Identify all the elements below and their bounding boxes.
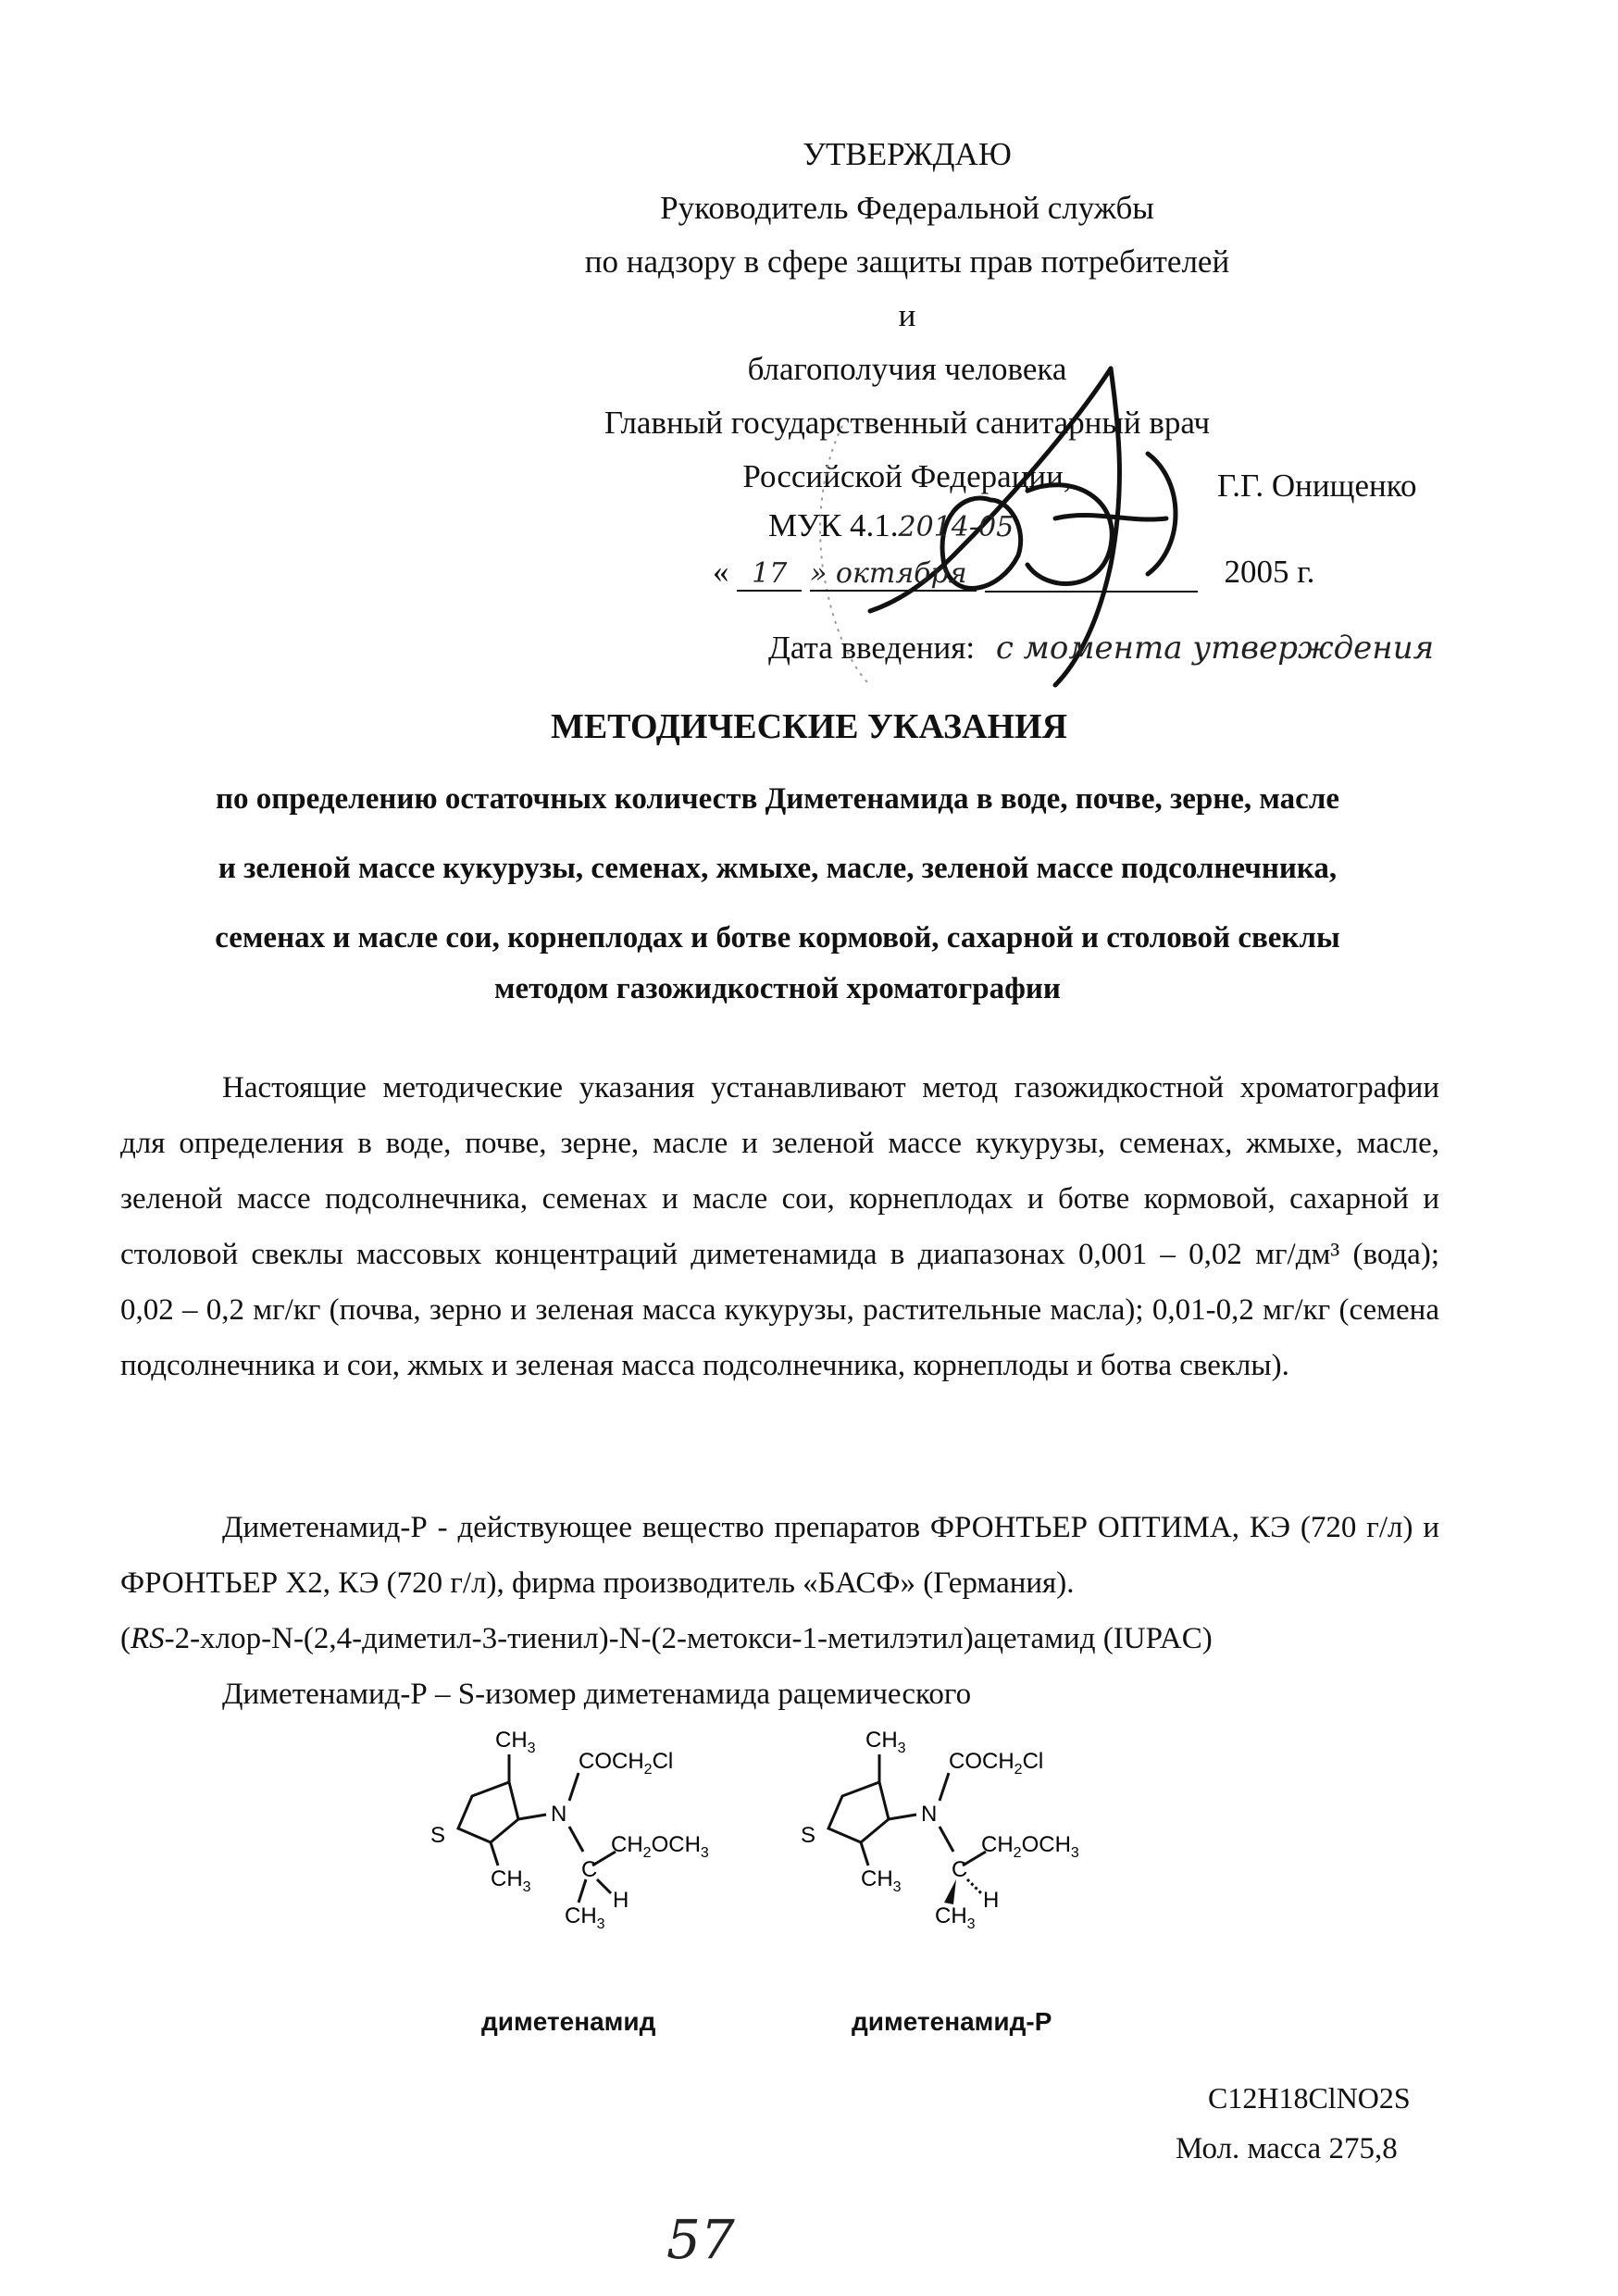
paragraph-isomer: Диметенамид-Р – S-изомер диметенамида рацемического (222, 1678, 972, 1711)
approval-line: благополучия человека (747, 351, 1067, 387)
atom-c: C (952, 1857, 968, 1882)
iupac-name: -2-хлор-N-(2,4-диметил-3-тиенил)-N-(2-метокси-1-метилэтил)ацетамид (IUPAC) (164, 1622, 1213, 1655)
document-title: МЕТОДИЧЕСКИЕ УКАЗАНИЯ (550, 707, 1068, 746)
iupac-open-paren: ( (120, 1622, 131, 1655)
intro-date-line (768, 630, 1434, 667)
paragraph-scope: Настоящие методические указания устанавливают метод газожидкостной хроматографии для определения в воде, почве, зерне, масле и зеленой массе кукурузы, семенах, жмыхе, масле, зеленой массе подсолнечника, семенах и масле сои, корнеплодах и ботве кормовой, сахарной и столовой свеклы массовых концентраций диметенамида в диапазонах 0,001 – 0,02 мг/дм³ (вода); 0,02 – 0,2 мг/кг (почва, зерно и зеленая масса кукурузы, растительные масла); 0,01-0,2 мг/кг (семена подсолнечника и сои, жмых и зеленая масса подсолнечника, корнеплоды и ботва свеклы). (120, 1071, 1439, 1382)
iupac-italic: RS (131, 1622, 165, 1655)
atom-coch2cl: $COCH_2Cl$ (949, 1749, 1044, 1778)
atom-h: H (613, 1888, 629, 1913)
signatory-name: Г.Г. Онищенко (1217, 468, 1417, 504)
muk-number-line (768, 507, 1014, 544)
dimethenamid-structure (417, 1727, 722, 1940)
intro-handwritten: с момента утверждения (995, 630, 1435, 667)
paragraph-active-substance: Диметенамид-Р - действующее вещество препаратов ФРОНТЬЕР ОПТИМА, КЭ (720 г/л) и ФРОНТЬЕР Х2, КЭ (720 г/л), фирма производитель «БАСФ» (Германия). (120, 1511, 1439, 1600)
molar-mass: Мол. масса 275,8 (1176, 2132, 1398, 2165)
approval-heading: УТВЕРЖДАЮ (803, 136, 1012, 172)
molecular-formula: C12H18ClNO2S (1208, 2081, 1411, 2115)
subtitle-line: семенах и масле сои, корнеплодах и ботве кормовой, сахарной и столовой свеклы (215, 921, 1340, 955)
atom-s: S (430, 1823, 446, 1848)
atom-ch3: $CH_3$ (935, 1903, 976, 1932)
approval-line: по надзору в сфере защиты прав потребителей и (584, 243, 1230, 333)
atom-c: C (581, 1857, 598, 1882)
atom-n: N (921, 1802, 938, 1827)
subtitle-line: методом газожидкостной хроматографии (494, 972, 1061, 1005)
muk-label: МУК 4.1. (768, 507, 899, 543)
molecule-label-dimethenamid: диметенамид (481, 2007, 656, 2036)
approval-line: Главный государственный санитарный врач (604, 405, 1211, 441)
date-year: 2005 г. (1224, 554, 1315, 590)
atom-ch3: $CH_3$ (491, 1866, 531, 1895)
date-day: 17 (737, 557, 802, 592)
atom-ch3: $CH_3$ (565, 1903, 605, 1932)
molecule-label-dimethenamid-p: диметенамид-Р (852, 2007, 1052, 2036)
muk-handwritten: 2014-05 (898, 511, 1014, 543)
subtitle-line: и зеленой массе кукурузы, семенах, жмыхе, масле, зеленой массе подсолнечника, (218, 852, 1338, 885)
page-number: 57 (666, 2208, 735, 2271)
approval-line: Руководитель Федеральной службы (660, 190, 1154, 226)
date-month: » октября (810, 557, 977, 592)
atom-n: N (551, 1802, 567, 1827)
atom-ch3: $CH_3$ (861, 1866, 902, 1895)
atom-s: S (801, 1823, 816, 1848)
dimethenamid-p-structure (787, 1727, 1092, 1940)
date-blank-line (985, 554, 1198, 593)
intro-label: Дата введения: (768, 630, 976, 666)
atom-ch3: $CH_3$ (495, 1728, 536, 1756)
approval-date-line (713, 554, 1444, 593)
atom-ch2och3: $CH_2OCH_3$ (611, 1832, 709, 1861)
atom-ch2och3: $CH_2OCH_3$ (981, 1832, 1079, 1861)
approval-line: Российской Федерации, (742, 458, 1072, 494)
subtitle-line: по определению остаточных количеств Диметенамида в воде, почве, зерне, масле (216, 782, 1339, 816)
date-open-quote: « (713, 554, 729, 590)
atom-h: H (983, 1888, 1000, 1913)
atom-ch3: $CH_3$ (865, 1728, 906, 1756)
paragraph-iupac (120, 1611, 1439, 1666)
atom-coch2cl: $COCH_2Cl$ (579, 1749, 674, 1778)
